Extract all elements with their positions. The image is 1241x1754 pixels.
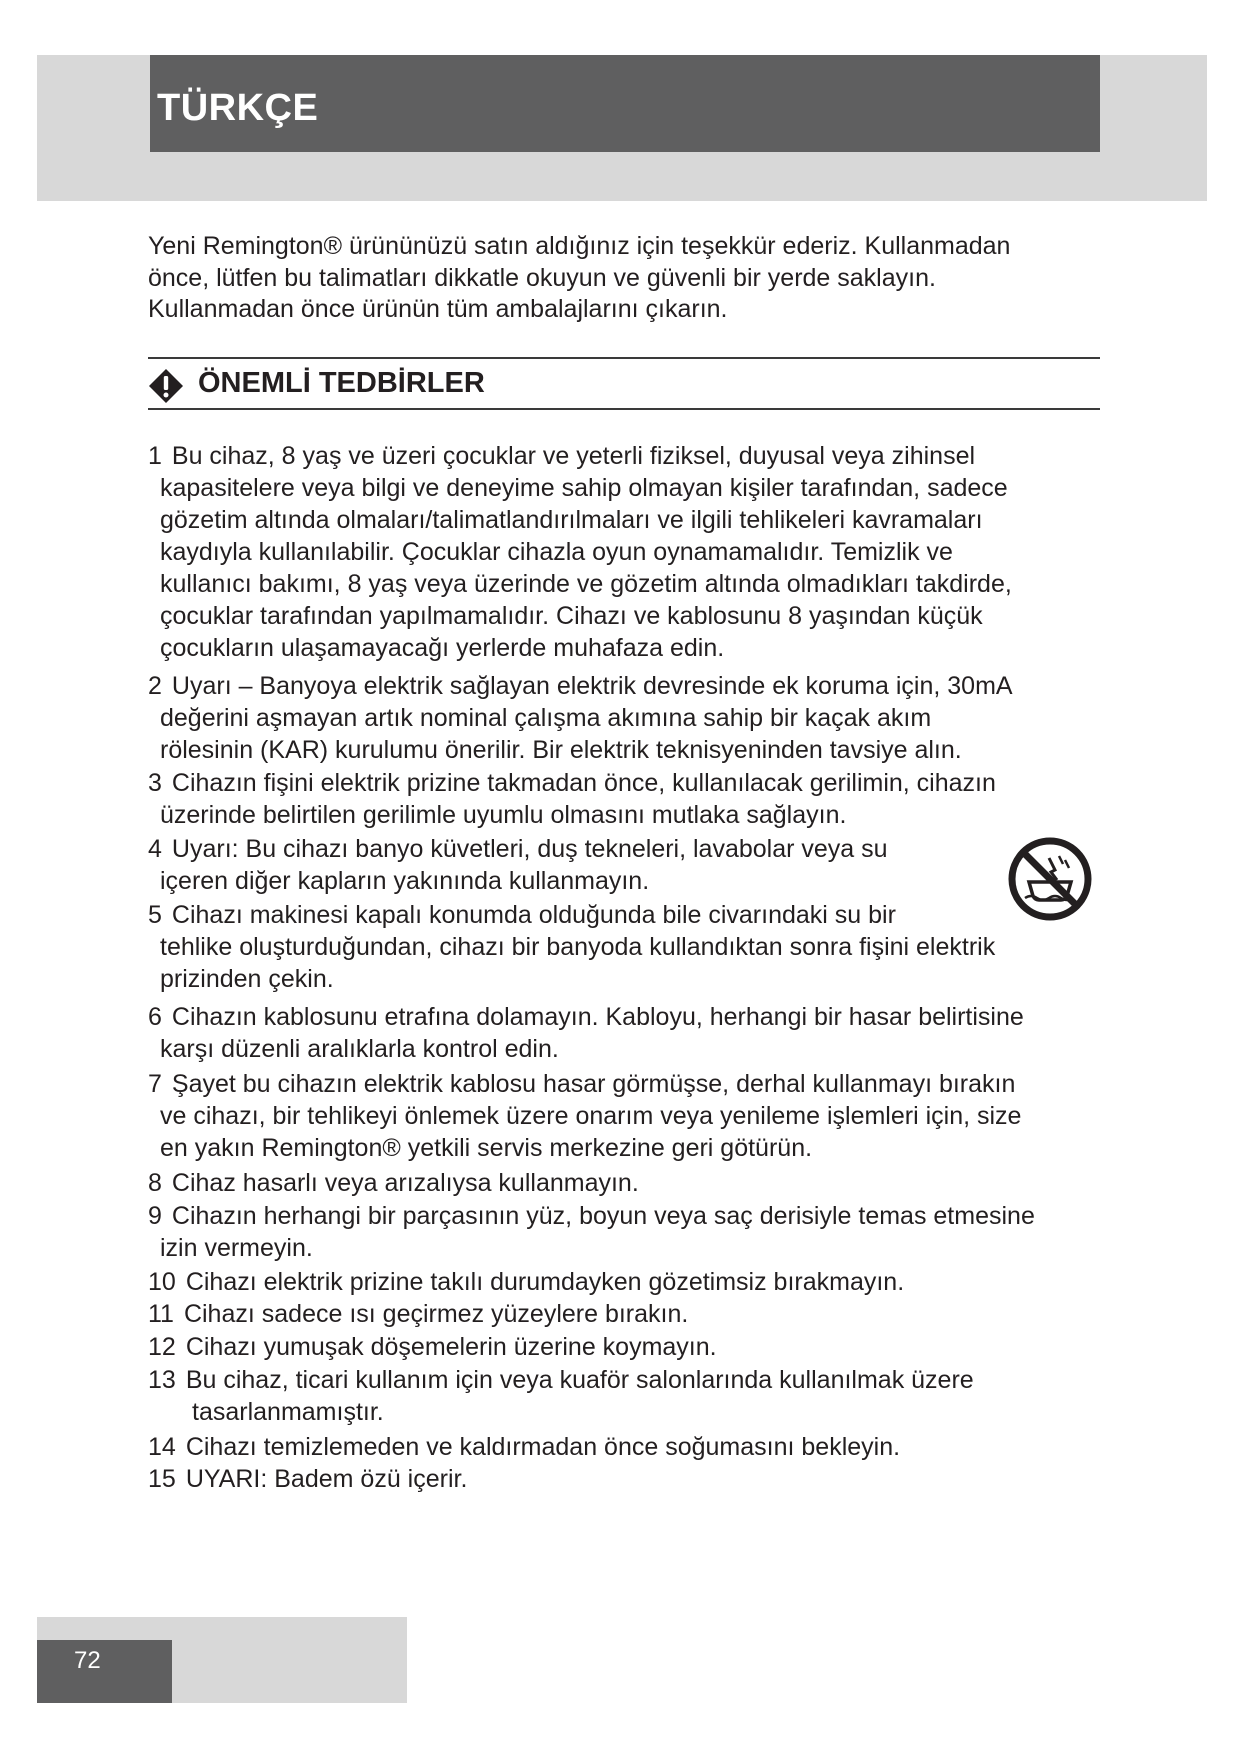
item-text: değerini aşmayan artık nominal çalışma akımına sahip bir kaçak akım: [160, 704, 932, 732]
list-item: [148, 1364, 974, 1428]
item-text: karşı düzenli aralıklarla kontrol edin.: [160, 1035, 559, 1063]
item-text: Bu cihaz, 8 yaş ve üzeri çocuklar ve yeterli fiziksel, duyusal veya zihinsel: [171, 442, 976, 470]
list-item: [148, 1167, 639, 1199]
item-number: 10: [148, 1268, 176, 1296]
item-text: Cihazı yumuşak döşemelerin üzerine koymayın.: [185, 1333, 717, 1361]
page-title: TÜRKÇE: [157, 87, 319, 129]
item-number: 4: [148, 835, 162, 863]
list-item: [148, 1431, 900, 1463]
section-title: ÖNEMLİ TEDBİRLER: [198, 367, 485, 399]
item-number: 15: [148, 1465, 176, 1493]
item-text: Cihazın herhangi bir parçasının yüz, boyun veya saç derisiyle temas etmesine: [171, 1202, 1035, 1230]
item-text: UYARI: Badem özü içerir.: [185, 1465, 468, 1493]
item-text: Uyarı: Bu cihazı banyo küvetleri, duş tekneleri, lavabolar veya su: [171, 835, 888, 863]
item-number: 11: [148, 1300, 174, 1328]
list-item: [148, 1200, 1035, 1264]
item-text: çocukların ulaşamayacağı yerlerde muhafaza edin.: [160, 634, 725, 662]
item-text: tehlike oluşturduğundan, cihazı bir banyoda kullandıktan sonra fişini elektrik: [160, 933, 996, 961]
item-text: gözetim altında olmaları/talimatlandırılmaları ve ilgili tehlikeleri kavramaları: [160, 506, 983, 534]
item-text: kapasitelere veya bilgi ve deneyime sahip olmayan kişiler tarafından, sadece: [160, 474, 1008, 502]
item-number: 13: [148, 1366, 176, 1394]
item-text: Cihaz hasarlı veya arızalıysa kullanmayın.: [171, 1169, 639, 1197]
intro-paragraph: [148, 231, 1088, 326]
item-text: içeren diğer kapların yakınında kullanmayın.: [160, 867, 650, 895]
item-text: rölesinin (KAR) kurulumu önerilir. Bir elektrik teknisyeninden tavsiye alın.: [160, 736, 962, 764]
list-item: [148, 1266, 904, 1298]
item-text: Cihazın fişini elektrik prizine takmadan önce, kullanılacak gerilimin, cihazın: [171, 769, 996, 797]
list-item: [148, 440, 1012, 664]
item-number: 7: [148, 1070, 162, 1098]
item-text: Şayet bu cihazın elektrik kablosu hasar görmüşse, derhal kullanmayı bırakın: [171, 1070, 1016, 1098]
intro-line: önce, lütfen bu talimatları dikkatle okuyun ve güvenli bir yerde saklayın.: [148, 263, 936, 292]
section-rule-top: [148, 357, 1100, 359]
list-item: [148, 1463, 467, 1495]
item-text: Cihazı sadece ısı geçirmez yüzeylere bırakın.: [183, 1300, 689, 1328]
item-number: 12: [148, 1333, 176, 1361]
page-number: 72: [74, 1647, 101, 1674]
item-number: 2: [148, 672, 162, 700]
item-text: Bu cihaz, ticari kullanım için veya kuaför salonlarında kullanılmak üzere: [185, 1366, 974, 1394]
item-text: izin vermeyin.: [160, 1234, 313, 1262]
list-item: [148, 1298, 688, 1330]
intro-line: Yeni Remington® ürününüzü satın aldığınız için teşekkür ederiz. Kullanmadan: [148, 232, 1011, 260]
item-text: Cihazın kablosunu etrafına dolamayın. Kabloyu, herhangi bir hasar belirtisine: [171, 1003, 1024, 1031]
list-item: [148, 1068, 1021, 1164]
item-text: prizinden çekin.: [160, 965, 334, 993]
warning-diamond-icon: [148, 368, 184, 404]
item-text: Cihazı elektrik prizine takılı durumdayken gözetimsiz bırakmayın.: [185, 1268, 905, 1296]
item-text: en yakın Remington® yetkili servis merkezine geri götürün.: [160, 1134, 813, 1162]
intro-line: Kullanmadan önce ürünün tüm ambalajlarını çıkarın.: [148, 295, 728, 323]
item-number: 3: [148, 769, 162, 797]
section-rule-bottom: [148, 408, 1100, 410]
item-number: 8: [148, 1169, 162, 1197]
list-item: [148, 833, 888, 897]
item-text: üzerinde belirtilen gerilimle uyumlu olmasını mutlaka sağlayın.: [160, 801, 847, 829]
item-number: 5: [148, 901, 162, 929]
item-text: ve cihazı, bir tehlikeyi önlemek üzere onarım veya yenileme işlemleri için, size: [160, 1102, 1022, 1130]
item-text: kaydıyla kullanılabilir. Çocuklar cihazla oyun oynamamalıdır. Temizlik ve: [160, 538, 953, 566]
list-item: [148, 899, 995, 995]
item-text: Uyarı – Banyoya elektrik sağlayan elektrik devresinde ek koruma için, 30mA: [171, 672, 1013, 700]
item-text: Cihazı makinesi kapalı konumda olduğunda bile civarındaki su bir: [171, 901, 896, 929]
list-item: [148, 1331, 717, 1363]
item-number: 6: [148, 1003, 162, 1031]
item-text: Cihazı temizlemeden ve kaldırmadan önce soğumasını bekleyin.: [185, 1433, 901, 1461]
list-item: [148, 670, 1013, 766]
item-text: tasarlanmamıştır.: [192, 1398, 384, 1426]
item-text: çocuklar tarafından yapılmamalıdır. Cihazı ve kablosunu 8 yaşından küçük: [160, 602, 983, 630]
item-text: kullanıcı bakımı, 8 yaş veya üzerinde ve gözetim altında olmadıkları takdirde,: [160, 570, 1012, 598]
item-number: 9: [148, 1202, 162, 1230]
page-number-box: [37, 1640, 172, 1703]
no-water-bath-icon: [1007, 836, 1093, 922]
list-item: [148, 1001, 1024, 1065]
list-item: [148, 767, 996, 831]
item-number: 14: [148, 1433, 176, 1461]
item-number: 1: [148, 442, 162, 470]
